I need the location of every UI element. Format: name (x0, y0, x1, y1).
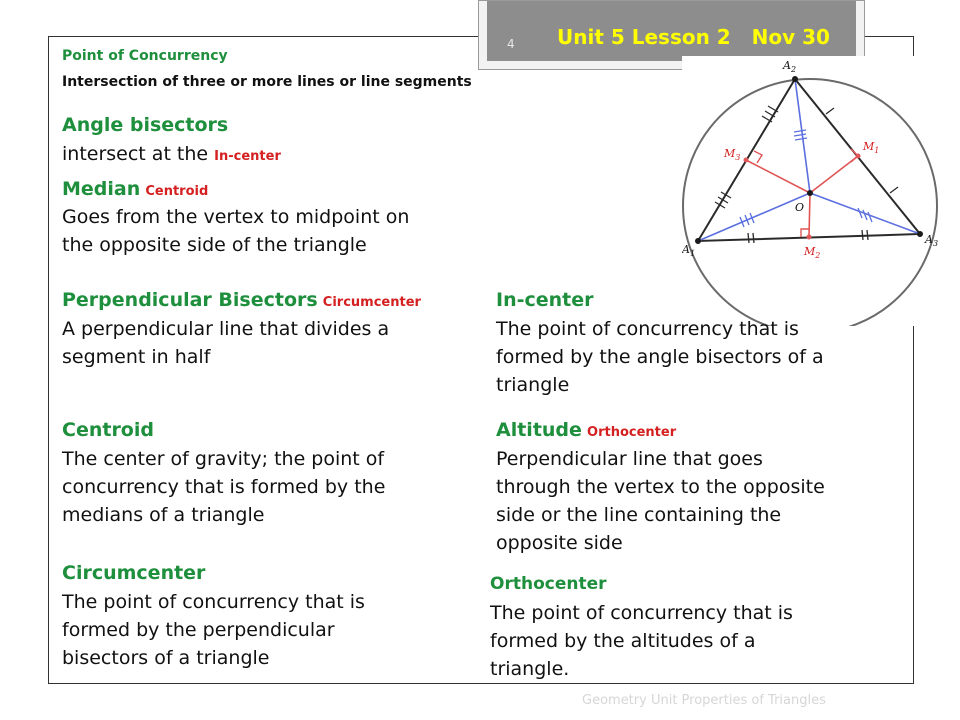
altitude-heading: Altitude (496, 419, 582, 441)
median-line-1: Goes from the vertex to midpoint on (62, 206, 410, 228)
incenter-line-3: triangle (496, 374, 570, 396)
altitude-point: Orthocenter (587, 425, 677, 440)
altitude-line-4: opposite side (496, 532, 623, 554)
centroid-line-1: The center of gravity; the point of (62, 448, 385, 470)
intro-heading: Point of Concurrency (62, 48, 228, 64)
centroid-line-2: concurrency that is formed by the (62, 476, 386, 498)
label-o: O (795, 201, 805, 214)
angle-bisectors-text (62, 142, 281, 169)
altitude-heading-row (496, 419, 676, 441)
label-m3: $M_3$ (724, 147, 741, 162)
lesson-title: Unit 5 Lesson 2 Nov 30 (557, 25, 830, 49)
median-heading-row (62, 178, 208, 200)
label-m2: $M_2$ (804, 245, 821, 260)
title-bar (487, 1, 856, 61)
circumcenter-point (807, 190, 813, 196)
centroid-line-3: medians of a triangle (62, 504, 265, 526)
median-line-2: the opposite side of the triangle (62, 234, 367, 256)
angle-bisectors-heading: Angle bisectors (62, 114, 229, 136)
label-m1: $M_1$ (863, 140, 880, 155)
label-a3: $A_3$ (925, 233, 939, 248)
vertex-a2 (792, 76, 798, 82)
altitude-line-1: Perpendicular line that goes (496, 448, 763, 470)
perp-bisectors-line-1: A perpendicular line that divides a (62, 318, 390, 340)
incenter-heading: In-center (496, 289, 594, 311)
circumcenter-heading: Circumcenter (62, 562, 206, 584)
label-a2: $A_2$ (783, 59, 797, 74)
incenter-line-2: formed by the angle bisectors of a (496, 346, 824, 368)
perp-bisectors-line-2: segment in half (62, 346, 211, 368)
incenter-line-1: The point of concurrency that is (496, 318, 799, 340)
orthocenter-line-1: The point of concurrency that is (490, 602, 793, 624)
angle-bisectors-line: intersect at the (62, 143, 209, 165)
label-a1: $A_1$ (682, 243, 696, 258)
orthocenter-line-2: formed by the altitudes of a (490, 630, 756, 652)
angle-bisectors-point: In-center (214, 149, 281, 164)
midpoint-m3 (744, 158, 749, 163)
circumcenter-line-1: The point of concurrency that is (62, 591, 365, 613)
vertex-a1 (695, 238, 701, 244)
altitude-line-3: side or the line containing the (496, 504, 782, 526)
slide-number: 4 (507, 37, 515, 51)
midpoint-m1 (856, 154, 861, 159)
perp-bisectors-point: Circumcenter (322, 295, 421, 310)
orthocenter-heading: Orthocenter (490, 574, 607, 594)
circumcenter-diagram (682, 56, 942, 326)
perp-bisectors-heading: Perpendicular Bisectors (62, 289, 318, 311)
orthocenter-line-3: triangle. (490, 658, 570, 680)
perp-bisector-m2 (809, 193, 810, 237)
vertex-a3 (917, 231, 923, 237)
circumcenter-line-3: bisectors of a triangle (62, 647, 270, 669)
circumcenter-line-2: formed by the perpendicular (62, 619, 335, 641)
perp-bisectors-heading-row (62, 289, 421, 311)
median-heading: Median (62, 178, 141, 200)
altitude-line-2: through the vertex to the opposite (496, 476, 825, 498)
median-point: Centroid (145, 184, 209, 199)
centroid-heading: Centroid (62, 419, 154, 441)
intro-subheading: Intersection of three or more lines or line segments (62, 74, 472, 90)
midpoint-m2 (807, 235, 812, 240)
footer-text: Geometry Unit Properties of Triangles (582, 693, 826, 708)
